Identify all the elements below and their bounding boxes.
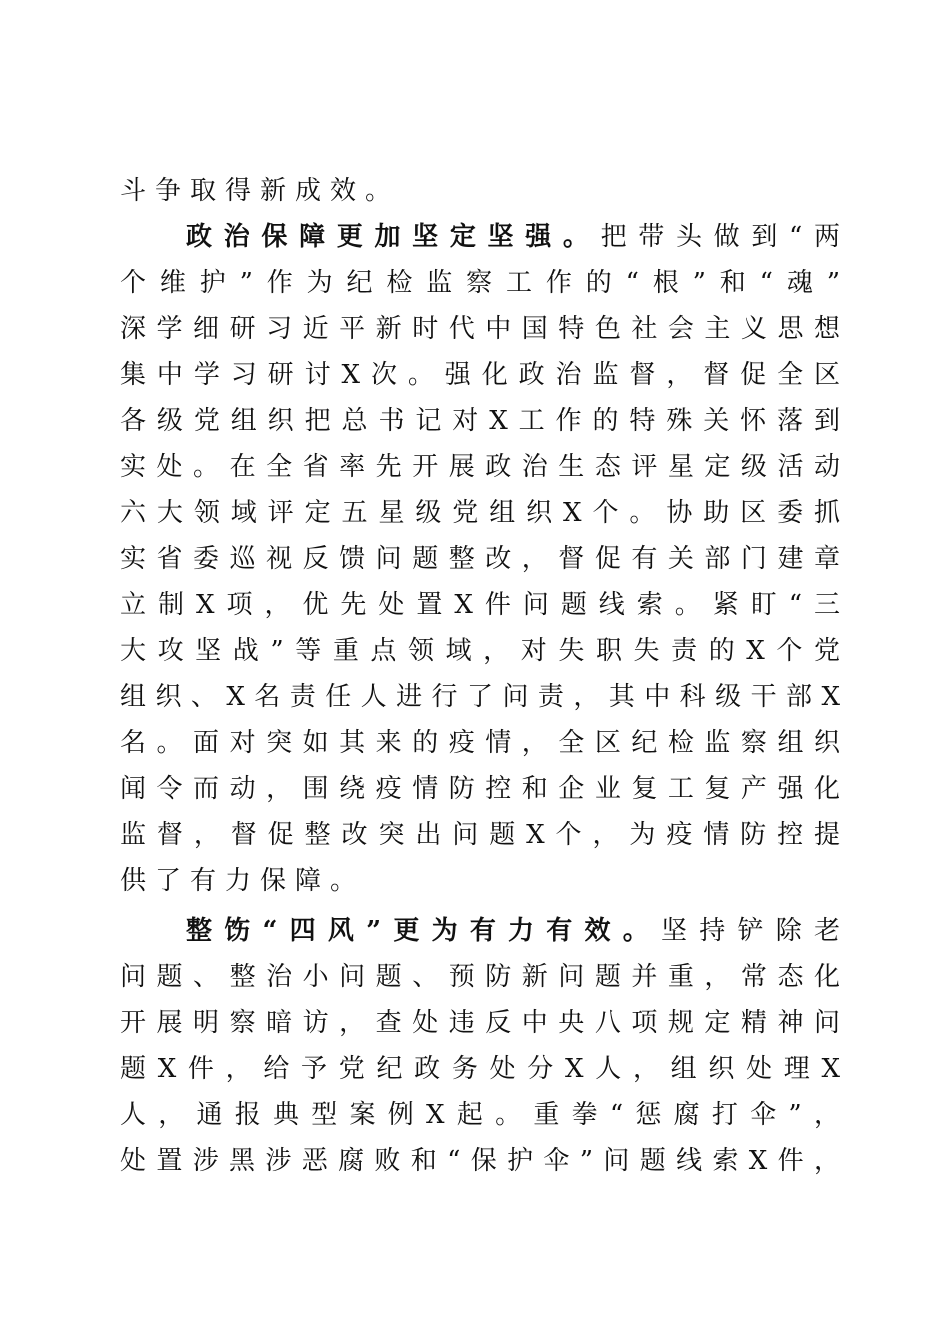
text-line-13: 名。面对突如其来的疫情，全区纪检监察组织 [120, 728, 840, 758]
text-line-5: 集中学习研讨X次。强化政治监督，督促全区 [120, 360, 840, 390]
text-line-20: 题X件，给予党纪政务处分X人，组织处理X [120, 1054, 840, 1084]
text-line-2: 政治保障更加坚定坚强。把带头做到“两 [186, 222, 840, 252]
text-line-7: 实处。在全省率先开展政治生态评星定级活动 [120, 452, 840, 482]
text-line-15: 监督，督促整改突出问题X个，为疫情防控提 [120, 820, 840, 850]
text-line-10: 立制X项，优先处置X件问题线索。紧盯“三 [120, 590, 840, 620]
text-line-17: 整饬“四风”更为有力有效。坚持铲除老 [186, 916, 840, 946]
text-line-14: 闻令而动，围绕疫情防控和企业复工复产强化 [120, 774, 840, 804]
text-line-4: 深学细研习近平新时代中国特色社会主义思想 [120, 314, 840, 344]
text-line-9: 实省委巡视反馈问题整改，督促有关部门建章 [120, 544, 840, 574]
text-line-16: 供了有力保障。 [120, 866, 366, 896]
text-line-19: 开展明察暗访，查处违反中央八项规定精神问 [120, 1008, 840, 1038]
text-line-3: 个维护”作为纪检监察工作的“根”和“魂” [120, 268, 840, 298]
section-heading-political: 政治保障更加坚定坚强。 [186, 222, 601, 252]
text-line-21: 人，通报典型案例X起。重拳“惩腐打伞”， [120, 1100, 840, 1130]
text-line-18: 问题、整治小问题、预防新问题并重，常态化 [120, 962, 840, 992]
text-line-1: 斗争取得新成效。 [120, 176, 401, 206]
text-line-11: 大攻坚战”等重点领域，对失职失责的X个党 [120, 636, 840, 666]
text-line-8: 六大领域评定五星级党组织X个。协助区委抓 [120, 498, 840, 528]
text-line-12: 组织、X名责任人进行了问责，其中科级干部X [120, 682, 840, 712]
text-line-22: 处置涉黑涉恶腐败和“保护伞”问题线索X件， [120, 1146, 840, 1176]
section-heading-four-winds: 整饬“四风”更为有力有效。 [186, 916, 662, 946]
text-line-6: 各级党组织把总书记对X工作的特殊关怀落到 [120, 406, 840, 436]
